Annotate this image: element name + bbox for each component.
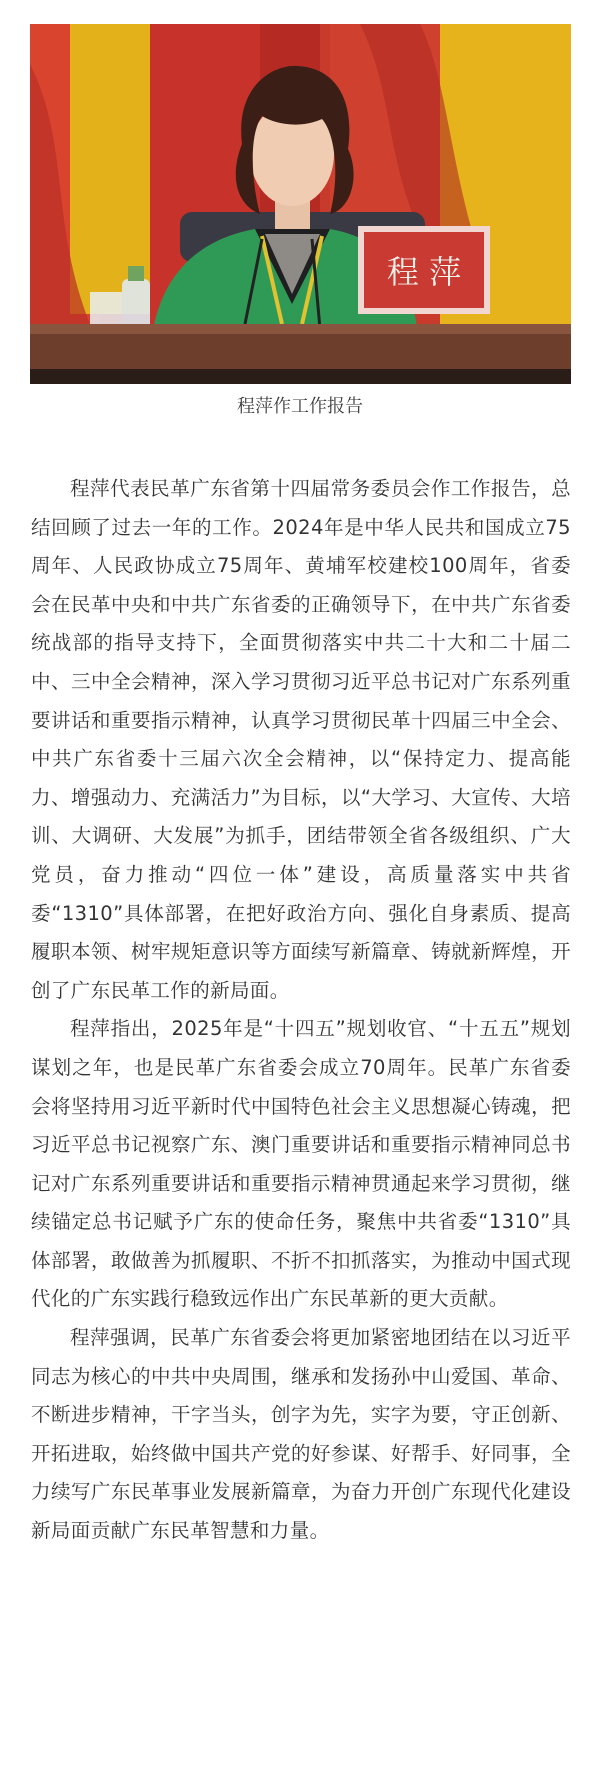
nameplate-text: 程 萍 xyxy=(386,253,462,291)
paragraph-1: 程萍代表民革广东省第十四届常务委员会作工作报告，总结回顾了过去一年的工作。2024年是中华人民共和国成立75周年、人民政协成立75周年、黄埔军校建校100周年，省委会在民革中央和中共广东省委的正确领导下，在中共广东省委统战部的指导支持下，全面贯彻落实中共二十大和二十届二中、三中全会精神，深入学习贯彻习近平总书记对广东系列重要讲话和重要指示精神，认真学习贯彻民革十四届三中全会、中共广东省委十三届六次全会精神，以“保持定力、提高能力、增强动力、充满活力”为目标，以“大学习、大宣传、大培训、大调研、大发展”为抓手，团结带领全省各级组织、广大党员，奋力推动“四位一体”建设，高质量落实中共省委“1310”具体部署，在把好政治方向、强化自身素质、提高履职本领、树牢规矩意识等方面续写新篇章、铸就新辉煌，开创了广东民革工作的新局面。 xyxy=(31,477,571,1002)
article-body xyxy=(31,470,571,1551)
paragraph-2: 程萍指出，2025年是“十四五”规划收官、“十五五”规划谋划之年，也是民革广东省委会成立70周年。民革广东省委会将坚持用习近平新时代中国特色社会主义思想凝心铸魂，把习近平总书记视察广东、澳门重要讲话和重要指示精神同总书记对广东系列重要讲话和重要指示精神贯通起来学习贯彻，继续锚定总书记赋予广东的使命任务，聚焦中共省委“1310”具体部署，敢做善为抓履职、不折不扣抓落实，为推动中国式现代化的广东实践行稳致远作出广东民革新的更大贡献。 xyxy=(31,1017,571,1311)
speaker-photo xyxy=(30,24,571,384)
photo-caption: 程萍作工作报告 xyxy=(237,396,363,417)
paragraph-3: 程萍强调，民革广东省委会将更加紧密地团结在以习近平同志为核心的中共中央周围，继承和发扬孙中山爱国、革命、不断进步精神，干字当头，创字为先，实字为要，守正创新、开拓进取，始终做中国共产党的好参谋、好帮手、好同事，全力续写广东民革事业发展新篇章，为奋力开创广东现代化建设新局面贡献广东民革智慧和力量。 xyxy=(31,1326,571,1543)
